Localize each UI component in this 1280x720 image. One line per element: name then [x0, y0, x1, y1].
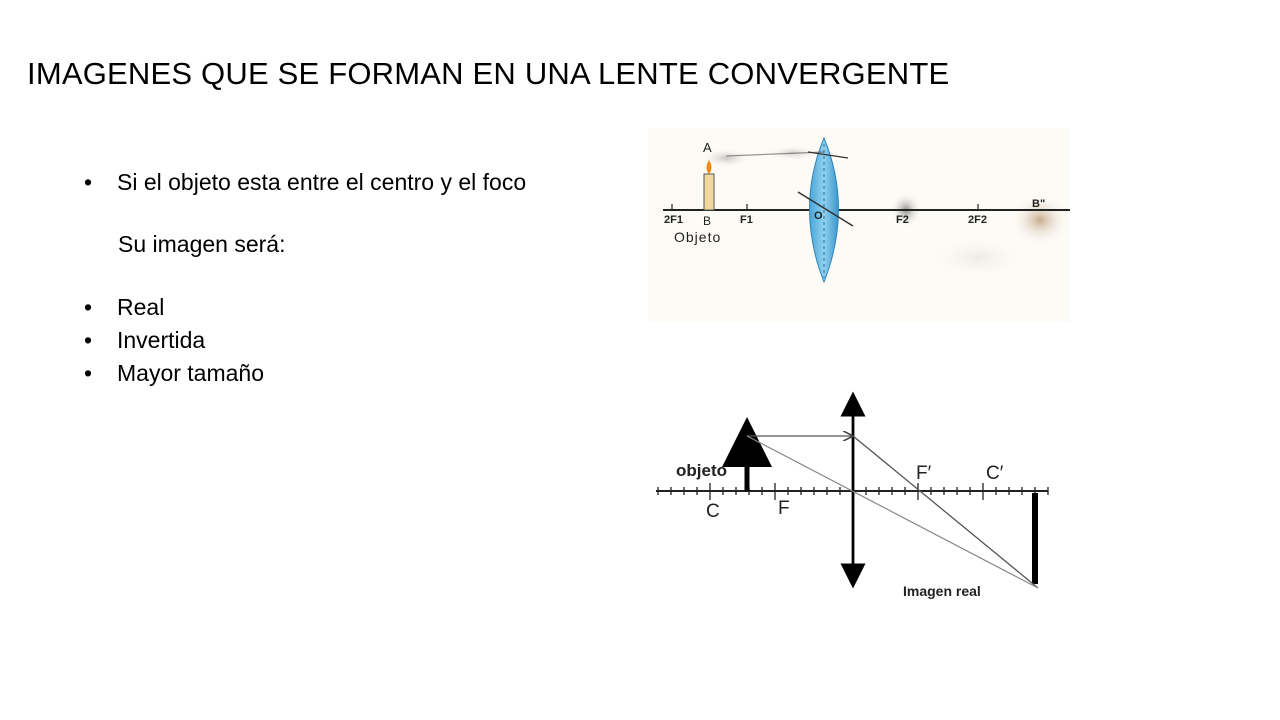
label-B-prime: B"	[1032, 198, 1046, 210]
bullet-dot-icon: •	[84, 327, 93, 353]
property-item	[84, 291, 264, 324]
blur-mark	[928, 236, 1028, 280]
bullet-text: Si el objeto esta entre el centro y el foco	[117, 169, 527, 195]
label-O: O	[814, 210, 823, 222]
ray-refracted	[853, 436, 1038, 588]
properties-list	[84, 291, 264, 390]
label-B: B	[703, 214, 712, 228]
label-objeto: objeto	[676, 461, 727, 480]
subtitle: Su imagen será:	[118, 231, 286, 257]
label-F2: F2	[896, 214, 909, 226]
label-2F1: 2F1	[664, 214, 683, 226]
label-C-prime: C′	[986, 463, 1004, 484]
lens-diagram-top	[648, 128, 1070, 322]
bullet-dot-icon: •	[84, 294, 93, 320]
property-item	[84, 357, 264, 390]
bullet-item	[84, 166, 526, 198]
slide-title: IMAGENES QUE SE FORMAN EN UNA LENTE CONVERGENTE	[27, 56, 950, 91]
label-2F2: 2F2	[968, 214, 987, 226]
label-C: C	[706, 501, 720, 522]
candle-icon	[704, 174, 714, 210]
label-F: F	[778, 498, 790, 519]
property-item	[84, 324, 264, 357]
ray-through-center	[747, 436, 1038, 588]
property-text: Mayor tamaño	[117, 360, 265, 386]
label-imagen-real: Imagen real	[903, 583, 981, 599]
main-bullet-list	[84, 166, 526, 198]
label-A: A	[703, 140, 712, 155]
property-text: Real	[117, 294, 165, 320]
label-objeto: Objeto	[674, 229, 722, 245]
ray-diagram-bottom	[648, 390, 1070, 599]
label-F-prime: F′	[916, 463, 932, 484]
label-F1: F1	[740, 214, 753, 226]
property-text: Invertida	[117, 327, 206, 353]
bullet-dot-icon: •	[84, 169, 93, 195]
bullet-dot-icon: •	[84, 360, 93, 386]
